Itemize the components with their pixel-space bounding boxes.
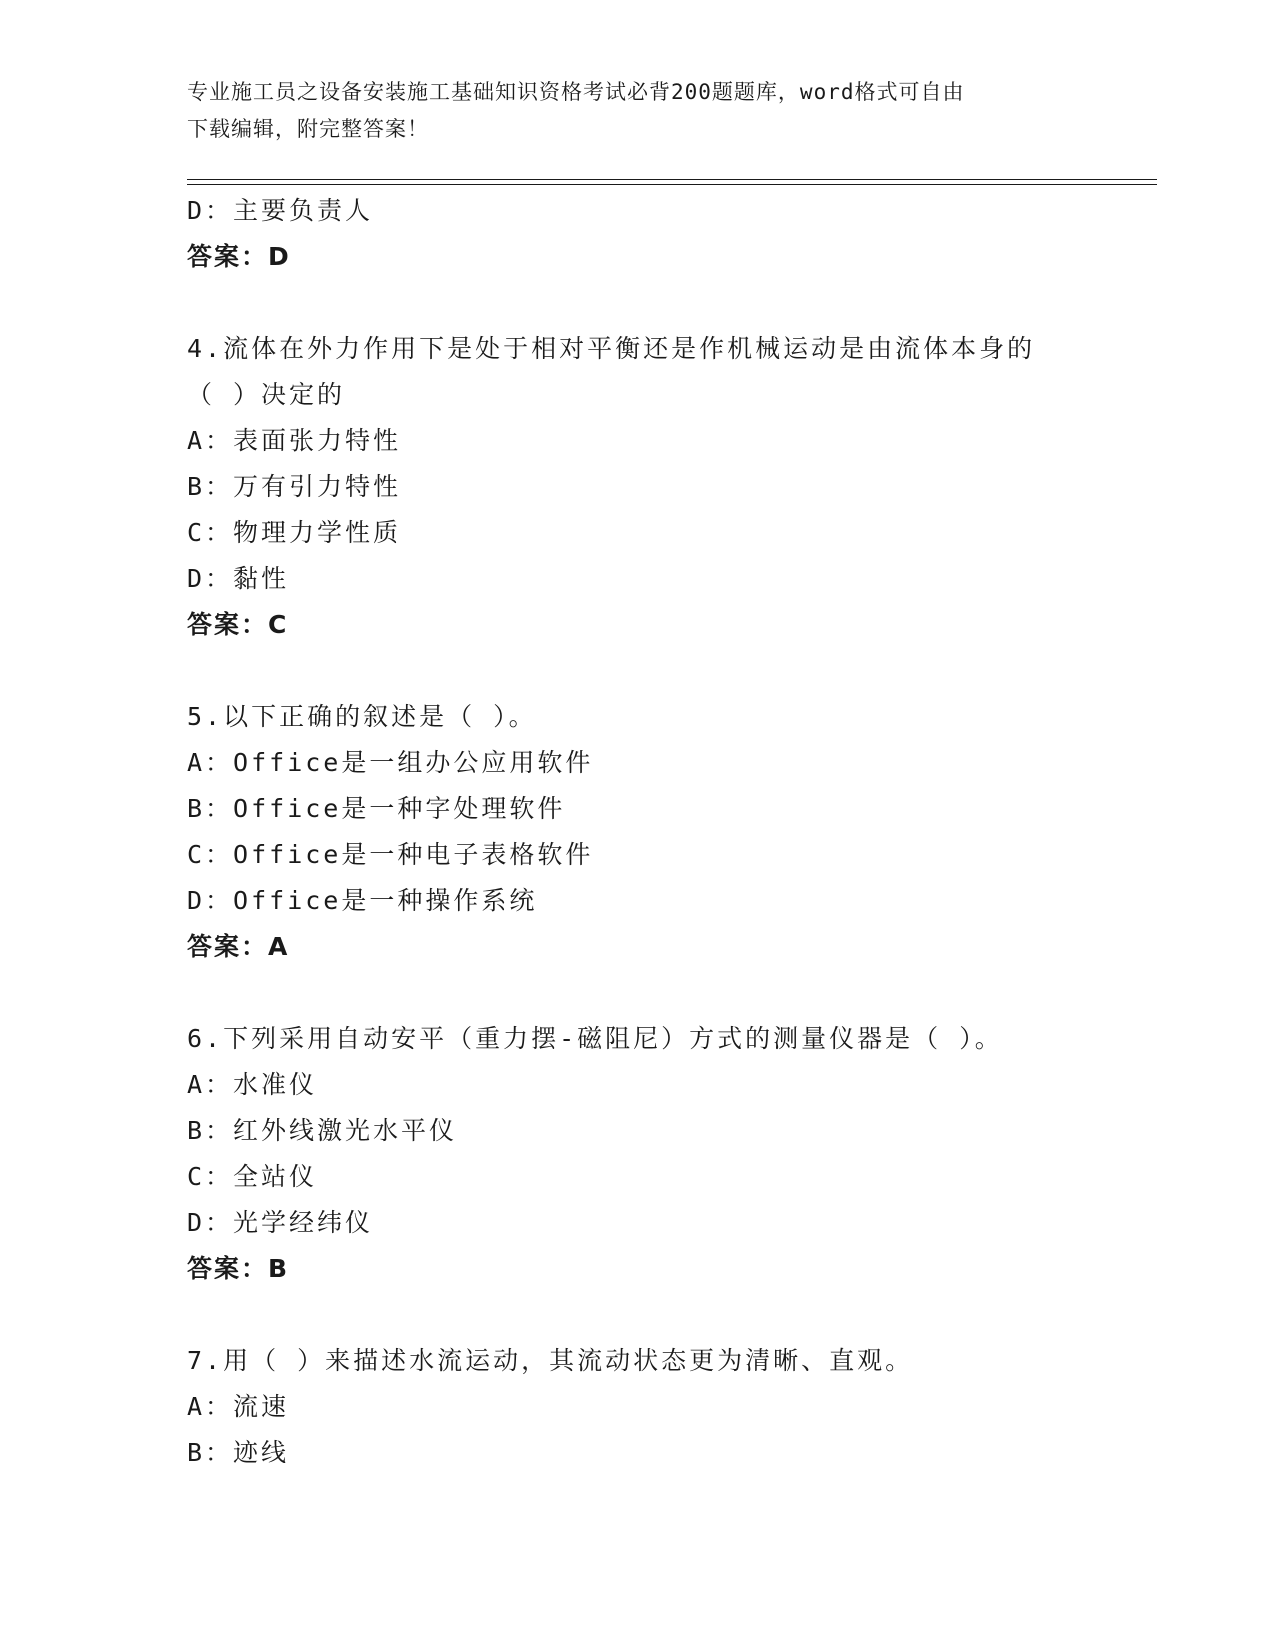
option-d: D：黏性 <box>187 564 290 593</box>
answer-label: 答案：C <box>187 610 289 639</box>
question-4 <box>187 326 1147 648</box>
header-line-2: 下载编辑，附完整答案！ <box>187 117 429 141</box>
option-b: B：迹线 <box>187 1438 290 1467</box>
question-stem: 5.以下正确的叙述是（ ）。 <box>187 702 537 731</box>
header-divider-top <box>187 179 1157 180</box>
question-6 <box>187 1016 1147 1292</box>
option-a: A：表面张力特性 <box>187 426 402 455</box>
option-d: D：Office是一种操作系统 <box>187 886 538 915</box>
header-divider-bottom <box>187 184 1157 185</box>
option-d: D：主要负责人 <box>187 196 374 225</box>
question-stem: 6.下列采用自动安平（重力摆-磁阻尼）方式的测量仪器是（ ）。 <box>187 1024 1003 1053</box>
option-d: D：光学经纬仪 <box>187 1208 374 1237</box>
answer-label: 答案：B <box>187 1254 290 1283</box>
answer-label: 答案：D <box>187 242 291 271</box>
option-c: C：物理力学性质 <box>187 518 402 547</box>
question-5 <box>187 694 1147 970</box>
option-b: B：红外线激光水平仪 <box>187 1116 458 1145</box>
option-c: C：全站仪 <box>187 1162 318 1191</box>
option-c: C：Office是一种电子表格软件 <box>187 840 594 869</box>
question-stem-continued: （ ）决定的 <box>187 380 346 409</box>
question-stem: 4.流体在外力作用下是处于相对平衡还是作机械运动是由流体本身的 <box>187 334 1036 363</box>
question-7 <box>187 1338 1147 1476</box>
document-header <box>187 74 1077 148</box>
option-a: A：流速 <box>187 1392 290 1421</box>
header-line-1: 专业施工员之设备安装施工基础知识资格考试必背200题题库，word格式可自由 <box>187 80 965 104</box>
option-b: B：万有引力特性 <box>187 472 402 501</box>
option-b: B：Office是一种字处理软件 <box>187 794 566 823</box>
answer-label: 答案：A <box>187 932 290 961</box>
question-list <box>187 188 1147 1476</box>
option-a: A：Office是一组办公应用软件 <box>187 748 594 777</box>
question-stem: 7.用（ ）来描述水流运动，其流动状态更为清晰、直观。 <box>187 1346 914 1375</box>
option-a: A：水准仪 <box>187 1070 318 1099</box>
